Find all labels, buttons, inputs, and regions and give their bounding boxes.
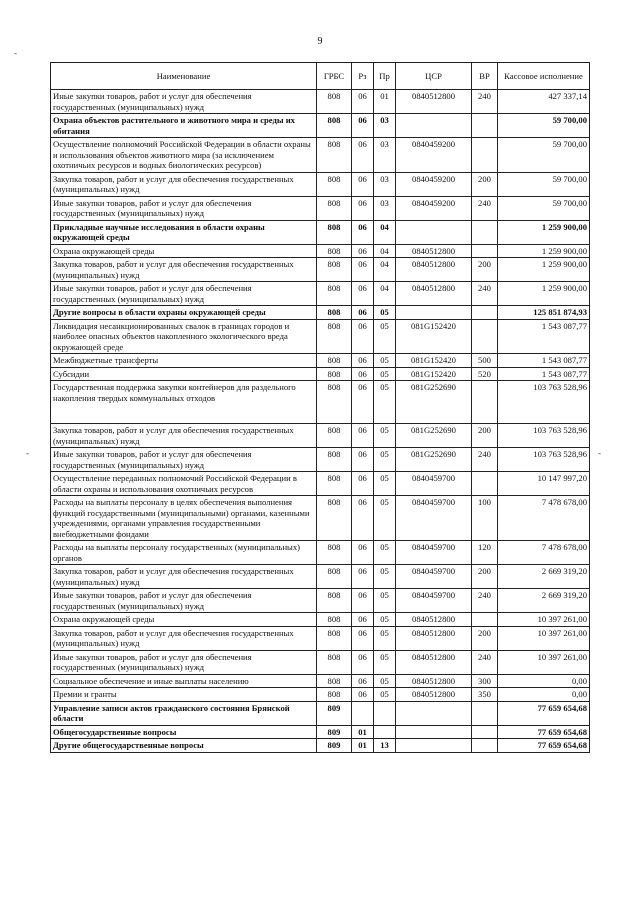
cell-amount: 103 763 528,96	[498, 381, 590, 424]
cell-pr: 03	[374, 172, 396, 196]
cell-rz: 06	[352, 565, 374, 589]
cell-rz: 06	[352, 626, 374, 650]
cell-name: Закупка товаров, работ и услуг для обеспечения государственных (муниципальных) нужд	[51, 258, 317, 282]
cell-grbs: 808	[317, 367, 352, 381]
cell-amount: 77 659 654,68	[498, 701, 590, 725]
cell-vr: 520	[472, 367, 498, 381]
cell-csr: 0840512800	[396, 626, 472, 650]
cell-vr: 100	[472, 496, 498, 541]
cell-name: Расходы на выплаты персоналу в целях обеспечения выполнения функций государственными (муниципальными) органами, казенными учреждениями, органами управления государственными внебюджетными фондами	[51, 496, 317, 541]
cell-csr	[396, 306, 472, 320]
cell-name: Другие вопросы в области охраны окружающей среды	[51, 306, 317, 320]
cell-pr: 05	[374, 319, 396, 354]
table-row	[51, 424, 590, 448]
cell-rz: 06	[352, 196, 374, 220]
cell-csr: 0840459200	[396, 138, 472, 173]
table-row	[51, 674, 590, 688]
cell-amount: 1 259 900,00	[498, 282, 590, 306]
cell-vr: 300	[472, 674, 498, 688]
cell-name: Премии и гранты	[51, 688, 317, 702]
table-row	[51, 496, 590, 541]
column-header-pr: Пр	[374, 63, 396, 90]
cell-pr: 05	[374, 496, 396, 541]
cell-grbs: 809	[317, 739, 352, 753]
table-row	[51, 258, 590, 282]
cell-name: Общегосударственные вопросы	[51, 725, 317, 739]
cell-pr: 04	[374, 282, 396, 306]
cell-vr: 240	[472, 282, 498, 306]
cell-amount: 1 259 900,00	[498, 220, 590, 244]
margin-mark: -	[26, 448, 29, 458]
cell-csr: 081G152420	[396, 354, 472, 368]
cell-name: Ликвидация несанкционированных свалок в границах городов и наиболее опасных объектов накопленного экологического вреда окружающей среде	[51, 319, 317, 354]
cell-name: Иные закупки товаров, работ и услуг для обеспечения государственных (муниципальных) нужд	[51, 282, 317, 306]
cell-rz: 06	[352, 220, 374, 244]
cell-pr: 05	[374, 448, 396, 472]
cell-pr: 04	[374, 220, 396, 244]
cell-vr: 200	[472, 626, 498, 650]
cell-csr	[396, 114, 472, 138]
cell-vr: 240	[472, 650, 498, 674]
cell-csr: 0840512800	[396, 258, 472, 282]
table-row	[51, 244, 590, 258]
cell-grbs: 809	[317, 701, 352, 725]
column-header-name: Наименование	[51, 63, 317, 90]
cell-csr: 0840459700	[396, 589, 472, 613]
cell-rz: 06	[352, 282, 374, 306]
cell-rz: 06	[352, 688, 374, 702]
cell-vr	[472, 701, 498, 725]
table-row	[51, 381, 590, 424]
cell-csr: 081G152420	[396, 319, 472, 354]
column-header-amount: Кассовое исполнение	[498, 63, 590, 90]
table-row	[51, 650, 590, 674]
cell-pr: 05	[374, 565, 396, 589]
cell-name: Иные закупки товаров, работ и услуг для обеспечения государственных (муниципальных) нужд	[51, 448, 317, 472]
cell-csr: 0840512800	[396, 613, 472, 627]
column-header-rz: Рз	[352, 63, 374, 90]
table-row	[51, 354, 590, 368]
cell-rz: 06	[352, 472, 374, 496]
cell-csr: 0840459700	[396, 496, 472, 541]
cell-name: Иные закупки товаров, работ и услуг для обеспечения государственных (муниципальных) нужд	[51, 90, 317, 114]
cell-vr: 200	[472, 172, 498, 196]
margin-mark: -	[598, 448, 601, 458]
table-row	[51, 448, 590, 472]
cell-amount: 1 259 900,00	[498, 244, 590, 258]
cell-vr: 240	[472, 90, 498, 114]
margin-mark: -	[14, 48, 17, 58]
table-row	[51, 725, 590, 739]
cell-grbs: 808	[317, 114, 352, 138]
cell-rz: 06	[352, 367, 374, 381]
cell-vr	[472, 739, 498, 753]
cell-name: Охрана окружающей среды	[51, 613, 317, 627]
cell-name: Другие общегосударственные вопросы	[51, 739, 317, 753]
cell-amount: 1 543 087,77	[498, 354, 590, 368]
cell-name: Социальное обеспечение и иные выплаты населению	[51, 674, 317, 688]
cell-amount: 77 659 654,68	[498, 725, 590, 739]
cell-rz: 06	[352, 306, 374, 320]
cell-csr: 081G252690	[396, 381, 472, 424]
cell-rz: 06	[352, 496, 374, 541]
cell-pr: 05	[374, 674, 396, 688]
cell-vr	[472, 472, 498, 496]
cell-grbs: 808	[317, 472, 352, 496]
cell-amount: 59 700,00	[498, 138, 590, 173]
table-row	[51, 319, 590, 354]
cell-rz: 01	[352, 725, 374, 739]
cell-pr: 03	[374, 114, 396, 138]
cell-vr	[472, 220, 498, 244]
cell-csr: 0840459200	[396, 196, 472, 220]
cell-pr: 03	[374, 138, 396, 173]
cell-amount: 59 700,00	[498, 196, 590, 220]
cell-amount: 77 659 654,68	[498, 739, 590, 753]
table-row	[51, 367, 590, 381]
cell-grbs: 808	[317, 674, 352, 688]
cell-pr: 13	[374, 739, 396, 753]
cell-grbs: 808	[317, 381, 352, 424]
cell-csr: 0840459700	[396, 565, 472, 589]
cell-grbs: 808	[317, 138, 352, 173]
page-number: 9	[317, 36, 323, 47]
cell-rz	[352, 701, 374, 725]
table-row	[51, 565, 590, 589]
cell-amount: 0,00	[498, 688, 590, 702]
cell-grbs: 808	[317, 650, 352, 674]
cell-amount: 0,00	[498, 674, 590, 688]
cell-name: Иные закупки товаров, работ и услуг для обеспечения государственных (муниципальных) нужд	[51, 589, 317, 613]
cell-vr	[472, 725, 498, 739]
cell-grbs: 808	[317, 626, 352, 650]
cell-amount: 10 397 261,00	[498, 613, 590, 627]
cell-grbs: 808	[317, 541, 352, 565]
cell-pr: 05	[374, 367, 396, 381]
cell-rz: 06	[352, 90, 374, 114]
cell-amount: 10 147 997,20	[498, 472, 590, 496]
cell-name: Закупка товаров, работ и услуг для обеспечения государственных (муниципальных) нужд	[51, 565, 317, 589]
cell-amount: 2 669 319,20	[498, 565, 590, 589]
cell-name: Иные закупки товаров, работ и услуг для обеспечения государственных (муниципальных) нужд	[51, 196, 317, 220]
cell-pr: 05	[374, 650, 396, 674]
cell-csr: 0840512800	[396, 90, 472, 114]
table-row	[51, 613, 590, 627]
cell-rz: 06	[352, 319, 374, 354]
cell-rz: 06	[352, 424, 374, 448]
cell-rz: 06	[352, 138, 374, 173]
cell-name: Государственная поддержка закупки контейнеров для раздельного накопления твердых коммунальных отходов	[51, 381, 317, 424]
cell-name: Управление записи актов гражданского состояния Брянской области	[51, 701, 317, 725]
table-row	[51, 90, 590, 114]
cell-vr	[472, 306, 498, 320]
table-row	[51, 739, 590, 753]
cell-csr: 0840512800	[396, 650, 472, 674]
cell-csr: 0840459200	[396, 172, 472, 196]
cell-grbs: 808	[317, 306, 352, 320]
cell-csr	[396, 220, 472, 244]
cell-name: Расходы на выплаты персоналу государственных (муниципальных) органов	[51, 541, 317, 565]
cell-csr: 081G152420	[396, 367, 472, 381]
cell-grbs: 808	[317, 688, 352, 702]
cell-pr: 05	[374, 424, 396, 448]
cell-vr: 240	[472, 196, 498, 220]
cell-pr: 05	[374, 589, 396, 613]
cell-vr	[472, 114, 498, 138]
cell-pr	[374, 725, 396, 739]
table-row	[51, 220, 590, 244]
cell-grbs: 808	[317, 319, 352, 354]
column-header-vr: ВР	[472, 63, 498, 90]
table-row	[51, 589, 590, 613]
cell-amount: 125 851 874,93	[498, 306, 590, 320]
cell-csr: 081G252690	[396, 448, 472, 472]
table-row	[51, 138, 590, 173]
cell-pr: 05	[374, 472, 396, 496]
cell-amount: 1 543 087,77	[498, 319, 590, 354]
cell-grbs: 808	[317, 258, 352, 282]
table-row	[51, 701, 590, 725]
table-row	[51, 172, 590, 196]
table-body	[51, 90, 590, 753]
cell-csr: 0840512800	[396, 282, 472, 306]
cell-pr: 05	[374, 354, 396, 368]
cell-grbs: 808	[317, 244, 352, 258]
cell-name: Осуществление переданных полномочий Российской Федерации в области охраны и использования охотничьих ресурсов	[51, 472, 317, 496]
cell-grbs: 808	[317, 220, 352, 244]
table-row	[51, 472, 590, 496]
cell-pr: 04	[374, 244, 396, 258]
table-row	[51, 688, 590, 702]
cell-amount: 1 259 900,00	[498, 258, 590, 282]
cell-grbs: 808	[317, 354, 352, 368]
cell-grbs: 808	[317, 589, 352, 613]
cell-grbs: 808	[317, 282, 352, 306]
cell-csr: 0840512800	[396, 688, 472, 702]
cell-csr	[396, 739, 472, 753]
cell-grbs: 808	[317, 424, 352, 448]
cell-pr: 05	[374, 613, 396, 627]
cell-csr: 0840459700	[396, 541, 472, 565]
cell-grbs: 808	[317, 172, 352, 196]
cell-rz: 06	[352, 381, 374, 424]
cell-vr	[472, 381, 498, 424]
table-header-row	[51, 63, 590, 90]
cell-amount: 1 543 087,77	[498, 367, 590, 381]
cell-rz: 06	[352, 244, 374, 258]
cell-amount: 10 397 261,00	[498, 626, 590, 650]
cell-name: Закупка товаров, работ и услуг для обеспечения государственных (муниципальных) нужд	[51, 424, 317, 448]
cell-vr	[472, 319, 498, 354]
cell-rz: 01	[352, 739, 374, 753]
cell-vr: 350	[472, 688, 498, 702]
table-row	[51, 196, 590, 220]
cell-rz: 06	[352, 613, 374, 627]
cell-grbs: 808	[317, 565, 352, 589]
cell-pr: 05	[374, 381, 396, 424]
cell-name: Осуществление полномочий Российской Федерации в области охраны и использования объектов животного мира (за исключением охотничьих ресурсов и водных биологических ресурсов)	[51, 138, 317, 173]
cell-vr: 200	[472, 424, 498, 448]
cell-rz: 06	[352, 674, 374, 688]
cell-vr: 120	[472, 541, 498, 565]
cell-name: Закупка товаров, работ и услуг для обеспечения государственных (муниципальных) нужд	[51, 626, 317, 650]
cell-csr	[396, 701, 472, 725]
cell-amount: 427 337,14	[498, 90, 590, 114]
cell-amount: 10 397 261,00	[498, 650, 590, 674]
cell-name: Охрана окружающей среды	[51, 244, 317, 258]
cell-amount: 2 669 319,20	[498, 589, 590, 613]
cell-amount: 103 763 528,96	[498, 448, 590, 472]
cell-vr: 240	[472, 589, 498, 613]
cell-name: Прикладные научные исследования в области охраны окружающей среды	[51, 220, 317, 244]
cell-pr: 03	[374, 196, 396, 220]
cell-amount: 7 478 678,00	[498, 496, 590, 541]
cell-rz: 06	[352, 258, 374, 282]
cell-csr: 0840459700	[396, 472, 472, 496]
cell-vr	[472, 613, 498, 627]
cell-pr: 05	[374, 688, 396, 702]
cell-name: Охрана объектов растительного и животного мира и среды их обитания	[51, 114, 317, 138]
cell-pr: 04	[374, 258, 396, 282]
cell-name: Межбюджетные трансферты	[51, 354, 317, 368]
cell-rz: 06	[352, 448, 374, 472]
table-row	[51, 626, 590, 650]
cell-rz: 06	[352, 114, 374, 138]
cell-pr	[374, 701, 396, 725]
cell-vr	[472, 138, 498, 173]
cell-csr: 0840512800	[396, 674, 472, 688]
cell-amount: 59 700,00	[498, 172, 590, 196]
cell-name: Иные закупки товаров, работ и услуг для обеспечения государственных (муниципальных) нужд	[51, 650, 317, 674]
cell-vr: 200	[472, 258, 498, 282]
cell-amount: 103 763 528,96	[498, 424, 590, 448]
budget-table	[50, 62, 590, 753]
column-header-csr: ЦСР	[396, 63, 472, 90]
table-row	[51, 306, 590, 320]
cell-rz: 06	[352, 650, 374, 674]
cell-grbs: 808	[317, 90, 352, 114]
cell-pr: 01	[374, 90, 396, 114]
cell-vr: 240	[472, 448, 498, 472]
cell-amount: 7 478 678,00	[498, 541, 590, 565]
cell-name: Субсидии	[51, 367, 317, 381]
cell-rz: 06	[352, 172, 374, 196]
cell-pr: 05	[374, 626, 396, 650]
cell-csr: 081G252690	[396, 424, 472, 448]
table-row	[51, 541, 590, 565]
cell-rz: 06	[352, 541, 374, 565]
table-row	[51, 114, 590, 138]
cell-pr: 05	[374, 541, 396, 565]
cell-csr	[396, 725, 472, 739]
cell-vr	[472, 244, 498, 258]
column-header-grbs: ГРБС	[317, 63, 352, 90]
cell-pr: 05	[374, 306, 396, 320]
cell-grbs: 808	[317, 196, 352, 220]
cell-grbs: 809	[317, 725, 352, 739]
cell-rz: 06	[352, 589, 374, 613]
cell-csr: 0840512800	[396, 244, 472, 258]
table-row	[51, 282, 590, 306]
cell-grbs: 808	[317, 496, 352, 541]
cell-amount: 59 700,00	[498, 114, 590, 138]
cell-grbs: 808	[317, 448, 352, 472]
cell-name: Закупка товаров, работ и услуг для обеспечения государственных (муниципальных) нужд	[51, 172, 317, 196]
cell-grbs: 808	[317, 613, 352, 627]
cell-vr: 500	[472, 354, 498, 368]
cell-rz: 06	[352, 354, 374, 368]
cell-vr: 200	[472, 565, 498, 589]
